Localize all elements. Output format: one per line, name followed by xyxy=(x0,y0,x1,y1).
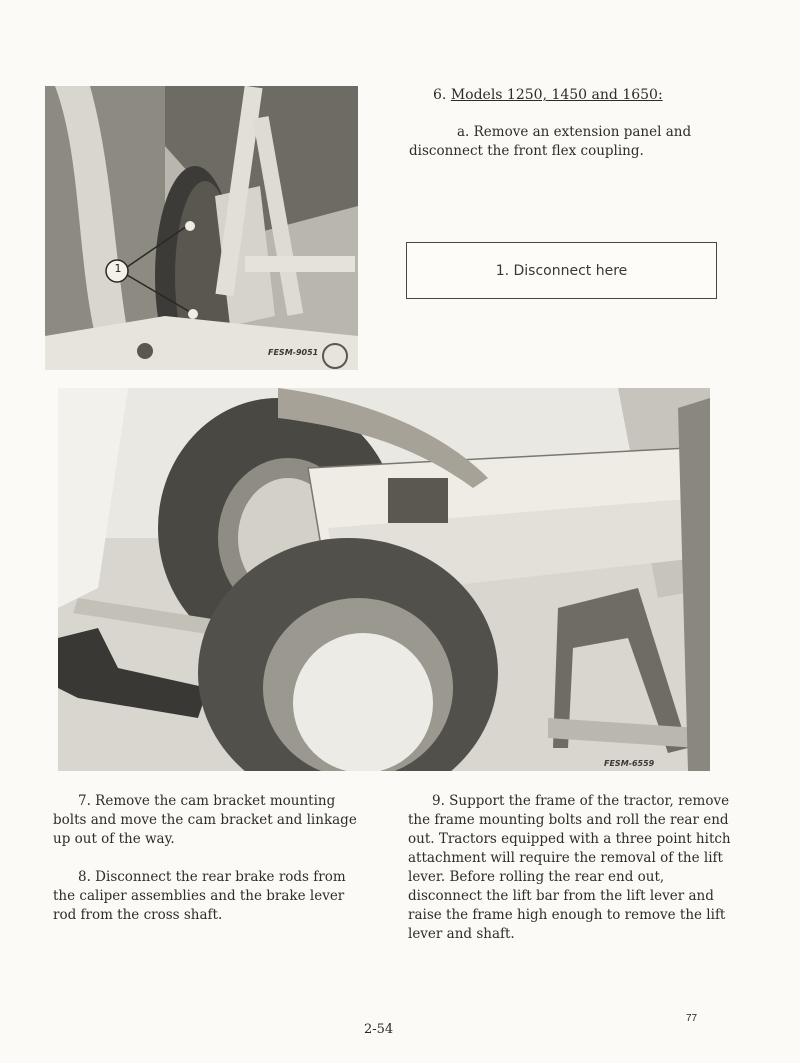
step-7-text xyxy=(53,792,368,849)
step-a-text xyxy=(409,123,719,161)
tractor-photo-label: FESM-6559 xyxy=(604,759,655,768)
callout-legend-box xyxy=(406,242,717,299)
step-9-paragraph: 9. Support the frame of the tractor, remove the frame mounting bolts and roll the rear end out. Tractors equipped with a three point hitch attachment will require the removal of the lift lever. Before rolling the rear end out, disconnect the lift bar from the lift lever and raise the frame high enough to remove the lift lever and shaft. xyxy=(408,793,731,942)
section-6-title: Models 1250, 1450 and 1650: xyxy=(450,87,663,103)
file-number: 77 xyxy=(686,1013,698,1024)
step-8-paragraph: 8. Disconnect the rear brake rods from the caliper assemblies and the brake lever rod from the cross shaft. xyxy=(53,869,346,923)
callout-legend-text: 1. Disconnect here xyxy=(495,262,628,279)
coupling-photo xyxy=(45,86,358,370)
tractor-rear-illustration xyxy=(58,388,710,771)
section-6-number: 6. xyxy=(433,87,447,103)
step-9-text xyxy=(408,792,740,944)
coupling-photo-illustration xyxy=(45,86,358,370)
step-a-paragraph: a. Remove an extension panel and disconnect the front flex coupling. xyxy=(409,124,692,159)
page-number: 2-54 xyxy=(364,1022,394,1037)
step-7-paragraph: 7. Remove the cam bracket mounting bolts and move the cam bracket and linkage up out of the way. xyxy=(53,793,357,847)
tractor-rear-photo xyxy=(58,388,710,771)
step-8-text xyxy=(53,868,358,925)
section-6-heading xyxy=(433,86,773,105)
coupling-photo-label: FESM-9051 xyxy=(268,348,319,357)
callout-number-1: 1 xyxy=(114,262,122,275)
